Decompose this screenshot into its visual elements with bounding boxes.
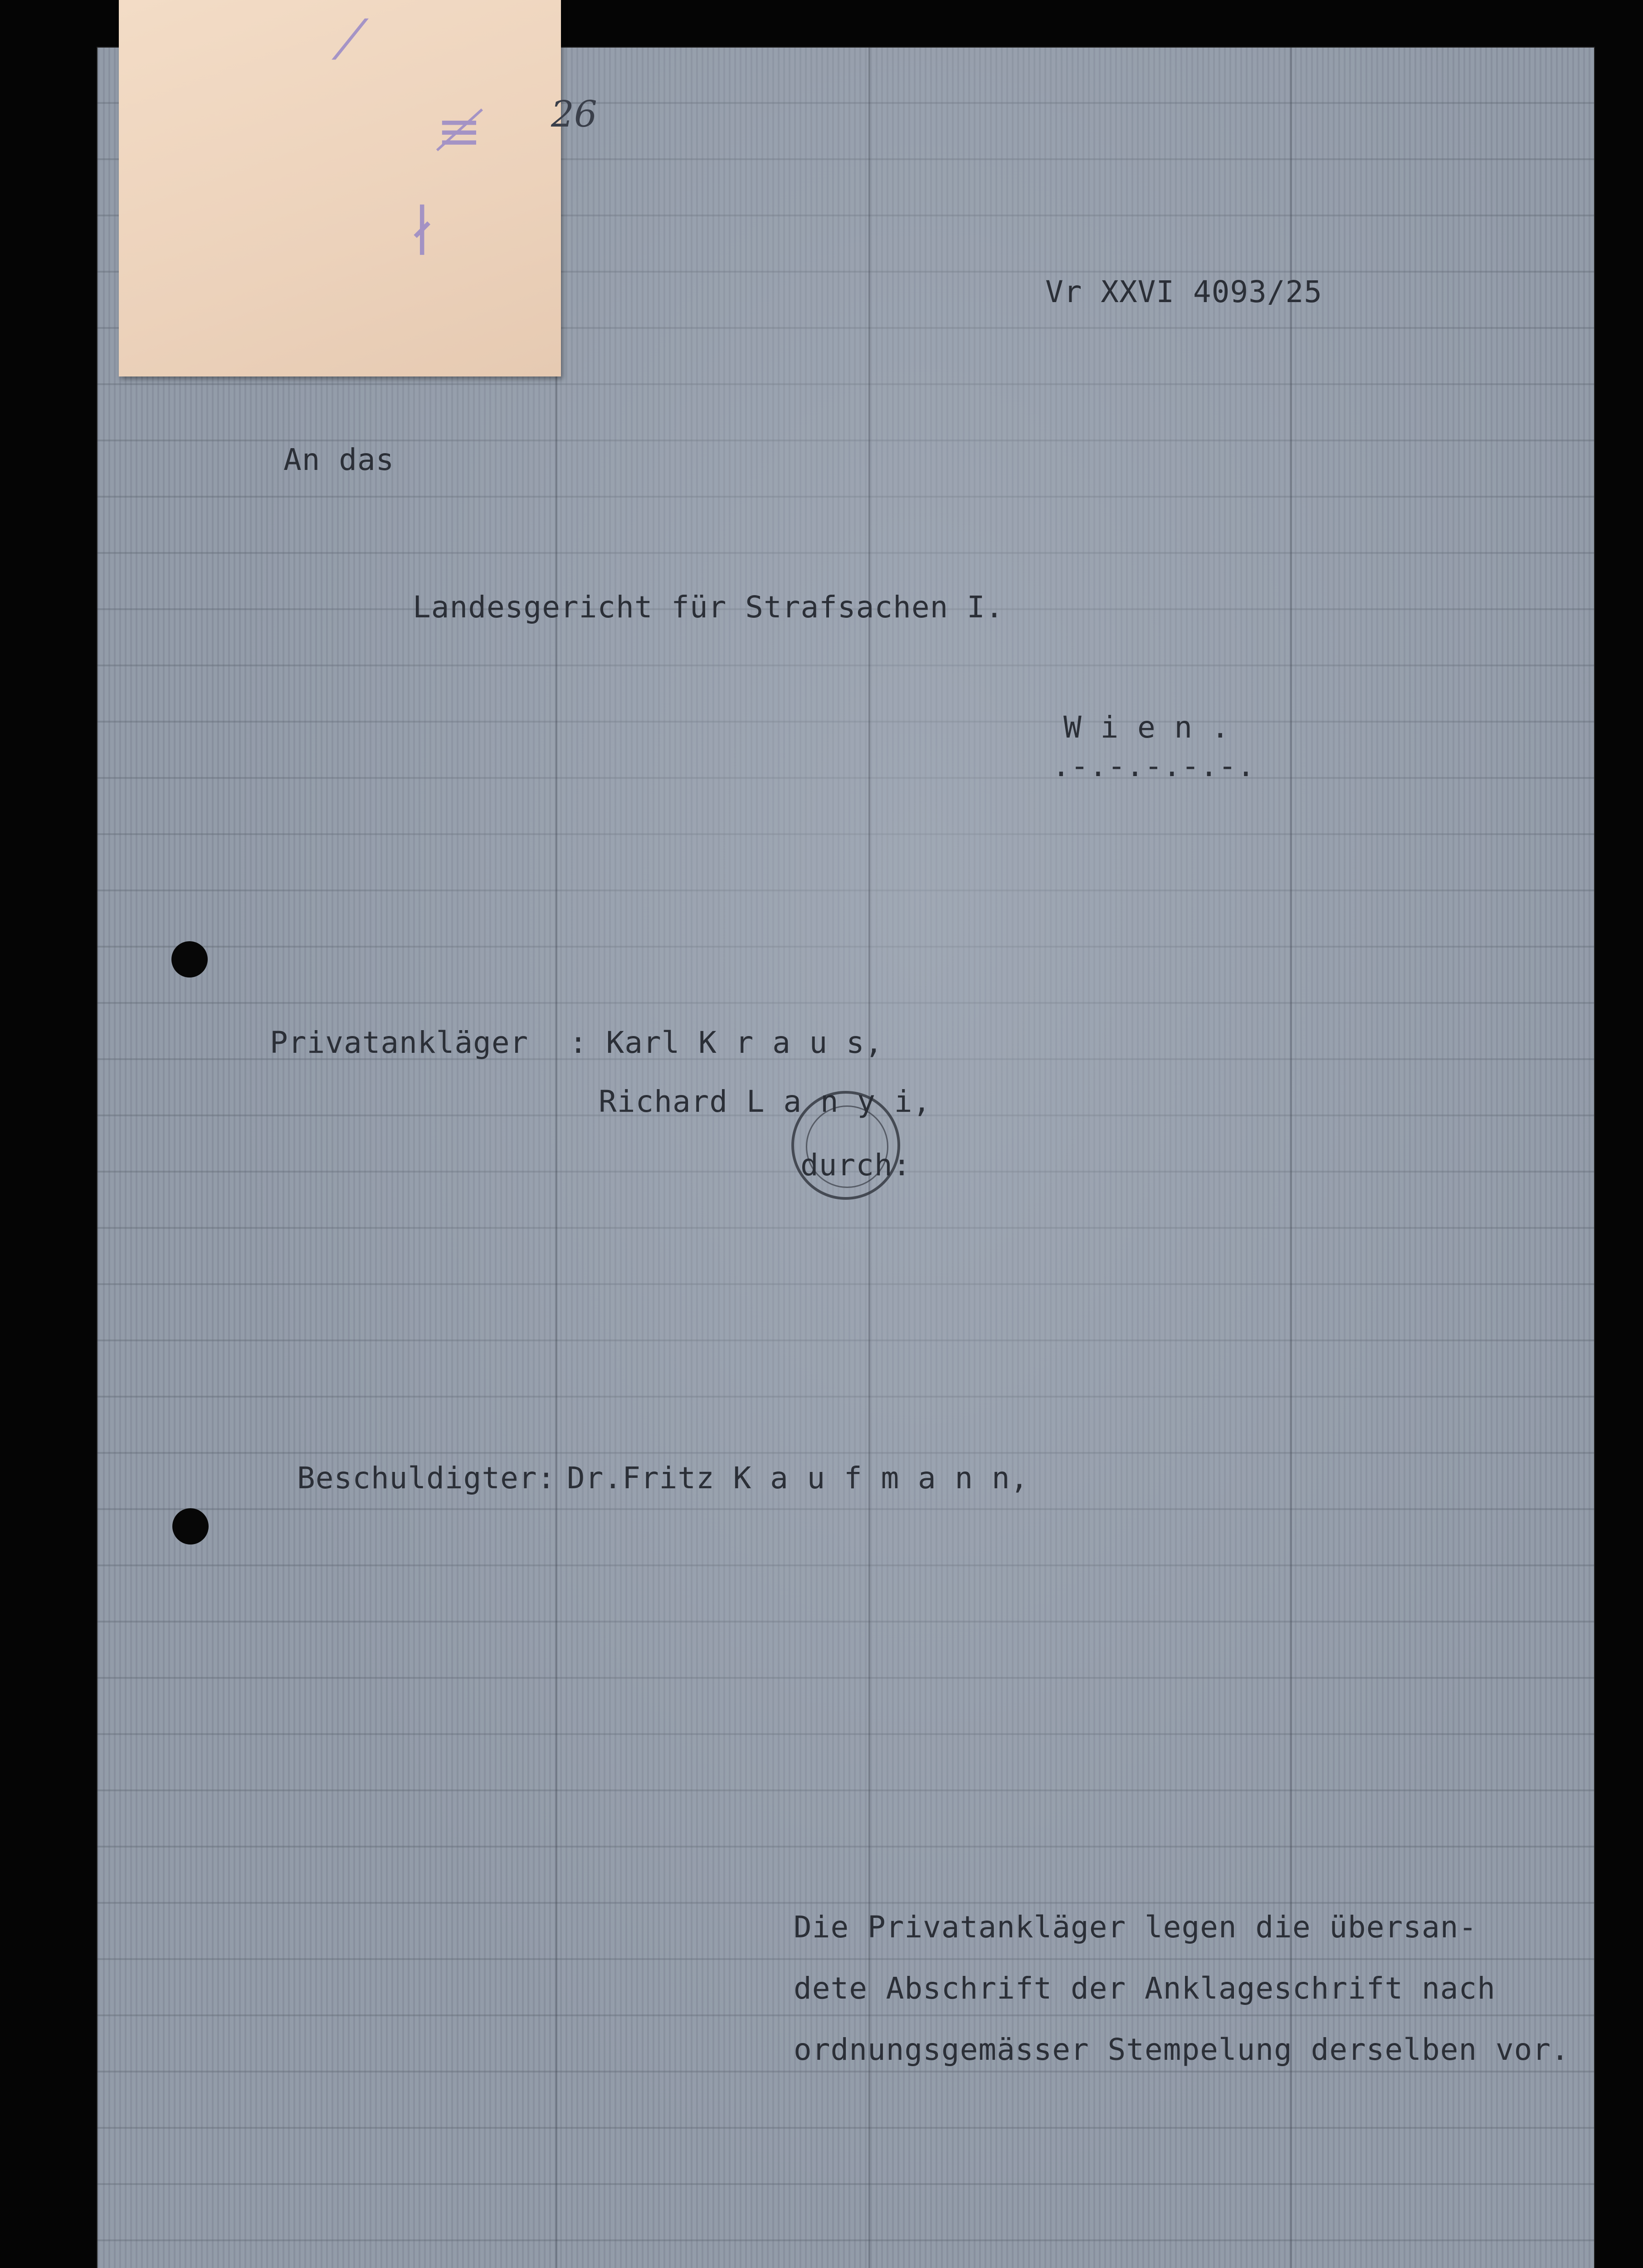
punch-hole bbox=[172, 1508, 209, 1545]
page-number: 26 bbox=[551, 93, 597, 135]
plaintiffs-label: Privatankläger bbox=[270, 1025, 529, 1060]
handwritten-mark: ≢ bbox=[436, 100, 482, 163]
body-line-3: ordnungsgemässer Stempelung derselben vor. bbox=[794, 2032, 1570, 2067]
through-label: durch: bbox=[800, 1148, 912, 1183]
plaintiff-2: Richard L a n y i, bbox=[599, 1084, 931, 1119]
defendant-label: Beschuldigter: bbox=[297, 1461, 556, 1496]
plaintiff-1: : Karl K r a u s, bbox=[569, 1025, 883, 1060]
case-reference: Vr XXVI 4093/25 bbox=[1045, 274, 1323, 309]
body-line-1: Die Privatankläger legen die übersan- bbox=[794, 1910, 1477, 1945]
defendant-name: Dr.Fritz K a u f m a n n, bbox=[567, 1461, 1029, 1496]
punch-hole bbox=[171, 941, 208, 978]
salutation: An das bbox=[283, 442, 395, 477]
court-name: Landesgericht für Strafsachen I. bbox=[413, 590, 1004, 625]
handwritten-mark: ⁄ bbox=[346, 9, 355, 72]
city-underline: .-.-.-.-.-. bbox=[1052, 748, 1256, 783]
city: W i e n . bbox=[1063, 710, 1230, 745]
attached-paper-slip bbox=[119, 0, 561, 376]
court-seal-ring bbox=[806, 1105, 888, 1188]
body-line-2: dete Abschrift der Anklageschrift nach bbox=[794, 1971, 1496, 2006]
court-seal bbox=[791, 1091, 900, 1200]
handwritten-mark: ∤ bbox=[409, 200, 435, 263]
paper-fold bbox=[556, 48, 557, 2268]
